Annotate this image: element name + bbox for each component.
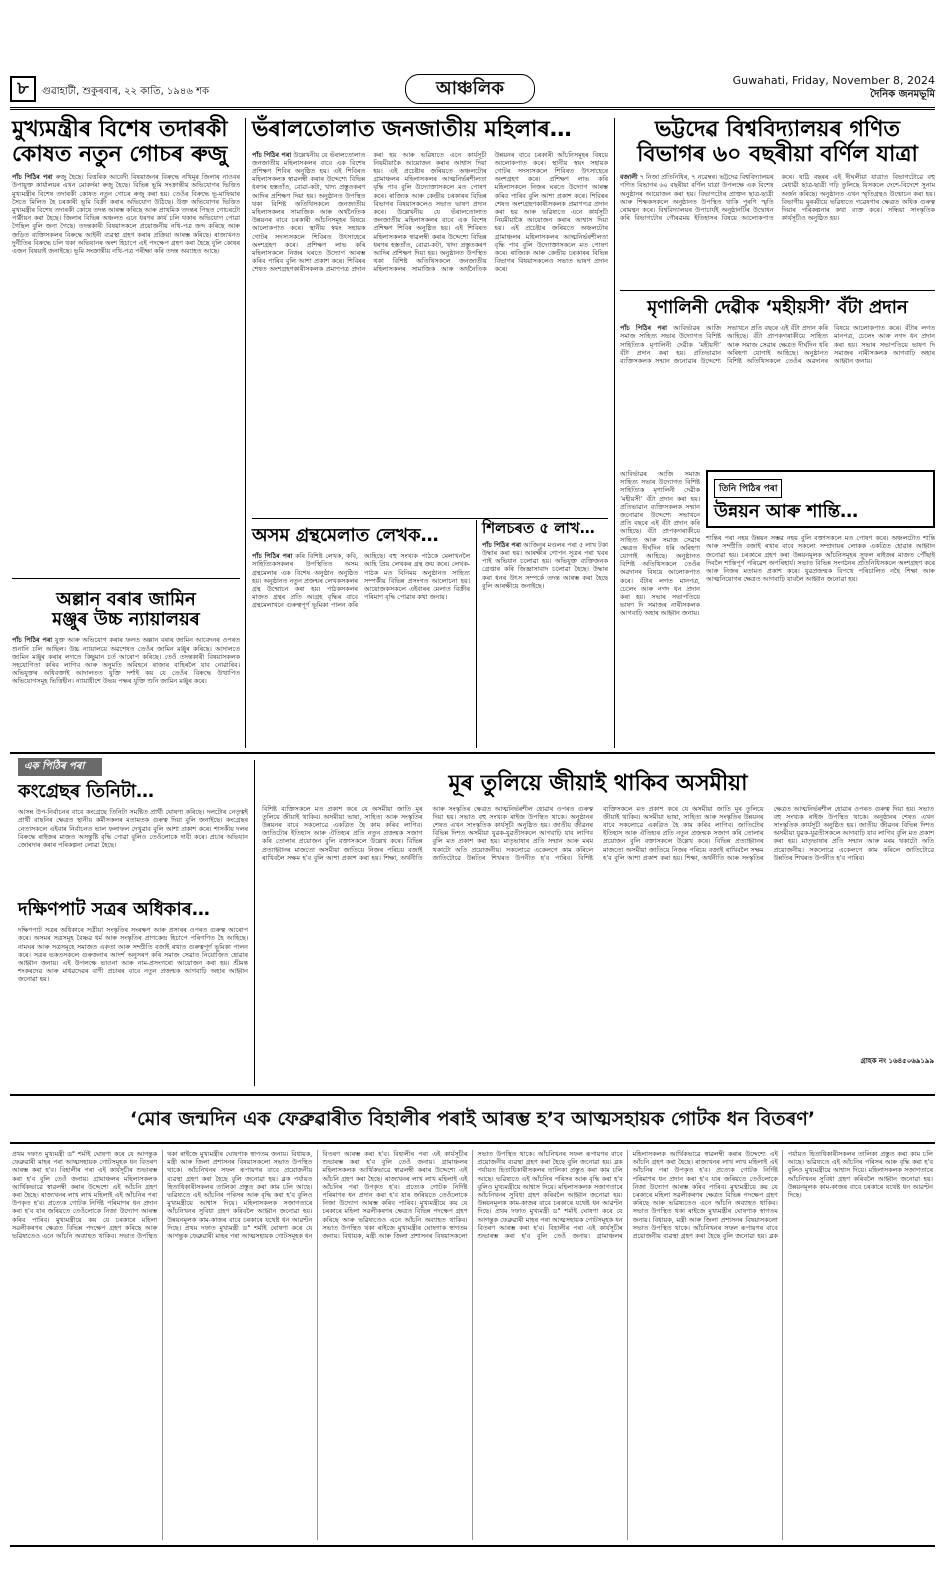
article-body xyxy=(18,926,248,1076)
section-title: আঞ্চলিক xyxy=(405,74,535,104)
body-copy: আসন্ন উপ-নিৰ্বাচনৰ বাবে কংগ্ৰেছে তিনিটা সমষ্টিত প্ৰাৰ্থী ঘোষণা কৰিছে। দলটোৰ নেতৃত্বই প্ৰাৰ্থী বাছনিৰ ক্ষেত্ৰত স্থানীয় কৰ্মীসকলৰ মতামতক গুৰুত্ব দিয়া বুলি জনাইছে। কংগ্ৰেছৰ নেতাসকলে এইবাৰ নিৰ্বাচনত ভাল ফলাফল দেখুৱাব বুলি আশা প্ৰকাশ কৰে। শাসকীয় দলৰ বিৰুদ্ধে ৰাইজৰ মাজত অসন্তুষ্টি বৃদ্ধি পোৱা বুলিও তেওঁলোকে দাবী কৰে। প্ৰচাৰ অভিযান জোৰদাৰ কৰাৰ পৰিকল্পনা লোৱা হৈছে। xyxy=(18,808,248,849)
article-body xyxy=(252,151,608,521)
headline: মৃণালিনী দেৱীক ‘মহীয়সী’ বঁটা প্ৰদান xyxy=(647,297,908,318)
article-body xyxy=(482,541,608,726)
headline: উন্নয়ন আৰু শান্তি… xyxy=(714,501,859,522)
page-bottom-rule xyxy=(10,1545,935,1547)
column-rule xyxy=(245,118,246,748)
continued-tag: তিনি পিঠিৰ পৰা xyxy=(714,479,782,498)
section-tag: এক পিঠিৰ পৰা xyxy=(18,758,102,776)
column-rule xyxy=(614,118,615,748)
body-copy: কৰি বিশিষ্ট লেখক, কবি, সাহিত্যিকসকলৰ উপস্থিতিত অসম গ্ৰন্থমেলাৰ এক বিশেষ অনুষ্ঠান অনুষ্ঠিত হয়। অনুষ্ঠানত নতুন প্ৰজন্মৰ লেখকসকলৰ গ্ৰন্থ উন্মোচন কৰা হয়। পাঠকসকলৰ মাজত গ্ৰন্থৰ প্ৰতি আগ্ৰহ বৃদ্ধিৰ বাবে গ্ৰন্থমেলাখনে গুৰুত্বপূৰ্ণ ভূমিকা পালন কৰি আহিছে। বহু সংখ্যক পাঠকে মেলাখনলৈ আহি প্ৰিয় লেখকৰ গ্ৰন্থ ক্ৰয় কৰে। লেখক-পাঠক মত বিনিময় অনুষ্ঠানত সাহিত্য সম্পৰ্কীয় বিভিন্ন প্ৰসংগত আলোচনা হয়। আয়োজকসকলে এইবাৰৰ মেলাত বিক্ৰীৰ পৰিমাণ বৃদ্ধি পোৱাৰ কথা জনায়। xyxy=(252,552,470,610)
body-copy: আজিনুৰ মণ্ডলৰ পৰা ৫ লাখ টকা উদ্ধাৰ কৰা হয়। আৰক্ষীৰ গোপন সূত্ৰৰ পৰা খবৰ পাই অভিযান চলোৱা হয়। অভিযুক্ত ব্যক্তিজনক গ্ৰেপ্তাৰ কৰি জিজ্ঞাসাবাদ চলোৱা হৈছে। উদ্ধাৰ কৰা ধনৰ উৎস সম্পৰ্কে তদন্ত আৰম্ভ কৰা হৈছে বুলি আৰক্ষীয়ে জনাইছে। xyxy=(482,540,608,590)
article-shilchar xyxy=(482,520,608,726)
article-body xyxy=(12,636,240,736)
article-mahiyoshi-continued xyxy=(620,470,700,740)
banner-headline: ‘মোৰ জন্মদিন এক ফেব্ৰুৱাৰীত বিহালীৰ পৰাই আৰম্ভ হ’ব আত্মসহায়ক গোটক ধন বিতৰণ’ xyxy=(10,1094,935,1144)
publication-name: দৈনিক জনমভূমি xyxy=(870,89,935,100)
article-feb-distribution xyxy=(12,1150,933,1540)
headline-line: মঞ্জুৰ উচ্চ ন্যায়ালয়ৰ xyxy=(52,609,200,631)
article-mahiyoshi xyxy=(620,298,935,459)
headline: দক্ষিণপাট সত্ৰৰ অধিকাৰ… xyxy=(18,899,210,920)
article-rule xyxy=(620,290,935,291)
headline-line: ভট্টদেৱ বিশ্ববিদ্যালয়ৰ গণিত xyxy=(654,117,901,142)
section-rule xyxy=(10,752,935,754)
body-copy: বিশিষ্ট ব্যক্তিসকলে মত প্ৰকাশ কৰে যে অসমীয়া জাতি মূৰ তুলিয়ে জীয়াই থাকিব। অসমীয়া ভাষা, সাহিত্য আৰু সংস্কৃতিৰ উন্নয়নৰ বাবে সকলোৱে একত্ৰিত হৈ কাম কৰিব লাগিব। জাতিটোৰ ইতিহাস আৰু ঐতিহ্যৰ প্ৰতি নতুন প্ৰজন্মক সজাগ কৰি তোলাৰ প্ৰয়োজন বুলি বক্তাসকলে উল্লেখ কৰে। বিভিন্ন প্ৰত্যাহ্বানৰ মাজতো অসমীয়া জাতিয়ে নিজৰ পৰিচয় বজাই ৰাখিবলৈ সক্ষম হ'ব বুলি আশা প্ৰকাশ কৰা হয়। শিক্ষা, অৰ্থনীতি আৰু সংস্কৃতিৰ ক্ষেত্ৰত আত্মনিৰ্ভৰশীল হোৱাৰ ওপৰত গুৰুত্ব দিয়া হয়। সভাত বহু সংখ্যক ৰাইজ উপস্থিত থাকে। অনুষ্ঠানৰ শেষত এখন সাংস্কৃতিক কাৰ্যসূচী অনুষ্ঠিত হয়। জাতীয় জীৱনৰ বিভিন্ন দিশত অসমীয়া যুৱক-যুৱতীসকলে আগবাঢ়ি যাব লাগিব বুলি মত প্ৰকাশ কৰা হয়। মাতৃভাষাৰ প্ৰতি সন্মান আৰু মৰম থকাটো অতি প্ৰয়োজনীয়। সকলোৱে একেলগে কাম কৰিলে জাতিটোৱে উন্নতিৰ শিখৰত উপনীত হ'ব পাৰিব। xyxy=(262,804,593,862)
body-copy: যুক্ত আৰু অভিযোগ কৰাৰ ফলত অল্লান বৰাৰ জামিন আবেদনৰ ওপৰত শুনানি চলি আছিল। উচ্চ ন্যায়ালয়ে অৱশেষত তেওঁৰ জামিন মঞ্জুৰ কৰিছে। আদালতে জামিন মঞ্জুৰ কৰাৰ লগতে কিছুমান চৰ্ত আৰোপ কৰিছে। তেওঁ তদন্তকাৰী বিষয়াসকলক সহযোগিতা কৰিব লাগিব আৰু অনুমতি অবিহনে ৰাজ্যৰ বাহিৰলৈ যাব নোৱাৰিব। অভিযুক্তৰ অধিবক্তাই আদালতত যুক্তি দৰ্শাই কয় যে তেওঁৰ বিৰুদ্ধে উত্থাপিত অভিযোগসমূহ ভিত্তিহীন। ন্যায়াধীশে উভয় পক্ষৰ যুক্তি শুনি জামিন মঞ্জুৰ কৰে। xyxy=(12,636,240,686)
article-bail xyxy=(12,590,240,736)
headline-line: মুখ্যমন্ত্ৰীৰ বিশেষ তদাৰকী xyxy=(12,117,228,142)
article-unnayan xyxy=(706,470,935,724)
body-copy: শান্তিৰ পৰা নহয় উন্নয়ন সম্ভৱ নহয় বুলি বক্তাসকলে মত পোষণ কৰে। অঞ্চলটোত শান্তি আৰু সম্প্ৰীতি বজাই ৰখাৰ বাবে সকলো সম্প্ৰদায়ৰ লোকক একত্ৰিত হোৱাৰ আহ্বান জনোৱা হয়। চৰকাৰে গ্ৰহণ কৰা উন্নয়নমূলক আঁচনিসমূহৰ সুফল ৰাইজৰ মাজত পৌঁছাই দিবলৈ শান্তিপূৰ্ণ পৰিৱেশ অপৰিহাৰ্য। সভাত বিভিন্ন সংগঠনৰ প্ৰতিনিধিসকলে অংশগ্ৰহণ কৰে আৰু নিজৰ মতামত প্ৰকাশ কৰে। যুৱপ্ৰজন্মক বিপথে পৰিচালিত নহৈ শিক্ষা আৰু আত্মনিয়োগৰ ক্ষেত্ৰত আগবাঢ়ি যাবলৈ আহ্বান জনোৱা হয়। xyxy=(706,534,935,584)
body-copy: ৰুজু হৈছে। বিত্তৰিক আবেদী বিষয়াজনৰ বিৰুদ্ধে নথিমূৰ জিলাৰ নাওবৰ উপায়ুক্ত কাৰ্যালয়ৰ এখন মোকৰ্দমা ৰুজু হৈছে। বিভিন্ন ভূমি সংক্ৰান্তীয় অভিযোগৰ ভিত্তিত মুখ্যমন্ত্ৰীৰ বিশেষ তদাৰকী কোষত নতুন গোচৰ ৰুজু কৰা হয়। তেওঁৰ বিৰুদ্ধে ভূ-মাফিয়াৰ সৈতে মিলিত হৈ চৰকাৰী ভূমি বিক্ৰী কৰাৰ অভিযোগ উঠিছে। উক্ত অভিযোগৰ ভিত্তিত মুখ্যমন্ত্ৰীৰ বিশেষ তদাৰকী কোষে তদন্ত আৰম্ভ কৰিছে আৰু প্ৰাথমিক তদন্তৰ পিছত গোচৰটো পঞ্জীয়ন কৰা হৈছে। জিলাৰ বিভিন্ন অঞ্চলত এনে ধৰণৰ কাৰ্য চলি থকাৰ অভিযোগ পোৱা গৈছিল বুলি জনা গৈছে। তদন্তকাৰী বিষয়াসকলে প্ৰয়োজনীয় নথি-পত্ৰ জব্দ কৰিছে আৰু জড়িত ব্যক্তিসকলৰ বিৰুদ্ধে আইনী ব্যৱস্থা গ্ৰহণ কৰাৰ প্ৰক্ৰিয়া আৰম্ভ কৰিছে। ৰাজ্যখনত দুৰ্নীতিৰ বিৰুদ্ধে চলি থকা অভিযানৰ অংশ হিচাপে এই পদক্ষেপ গ্ৰহণ কৰা হৈছে বুলি কোষৰ এজন বিষয়াই জনাইছে। ভূমি সংক্ৰান্তীয় নথি-পত্ৰ পৰীক্ষা কৰি তদন্ত অব্যাহত আছে। xyxy=(12,173,240,256)
dateline: পাঁচ পিঠিৰ পৰা xyxy=(482,540,522,549)
column-rule xyxy=(254,760,255,1086)
dateline: পাঁচ পিঠিৰ পৰা xyxy=(12,636,53,645)
headline xyxy=(12,118,240,167)
date-block xyxy=(733,74,935,102)
headline: অসম গ্ৰন্থমেলাত লেখক… xyxy=(252,525,439,546)
headline: মূৰ তুলিয়ে জীয়াই থাকিব অসমীয়া xyxy=(448,771,748,796)
headline xyxy=(620,118,935,167)
article-body xyxy=(706,534,935,724)
body-copy-continued: প্ৰথম দফাত মুখ্যমন্ত্ৰী ড° শৰ্মাই ঘোষণা কৰে যে আগন্তুক ফেব্ৰুৱাৰী মাহৰ পৰা আত্মসহায়ক গোটসমূহক ধন বিতৰণ আৰম্ভ কৰা হ'ব। বিহালীৰ পৰা এই কাৰ্যসূচীৰ শুভাৰম্ভ কৰা হ'ব বুলি তেওঁ জনায়। গ্ৰামাঞ্চলৰ মহিলাসকলক আৰ্থিকভাৱে স্বাৱলম্বী কৰাৰ উদ্দেশ্যে এই আঁচনি গ্ৰহণ কৰা হৈছে। ৰাজ্যখনৰ লাখ লাখ মহিলাই এই আঁচনিৰ পৰা উপকৃত হ'ব। প্ৰত্যেক গোটক নিৰ্দিষ্ট পৰিমাণৰ ধন প্ৰদান কৰা হ'ব যাৰ জৰিয়তে তেওঁলোকে নিজা উদ্যোগ আৰম্ভ কৰিব পাৰিব। মুখ্যমন্ত্ৰীয়ে কয় যে চৰকাৰে মহিলা সৱলীকৰণৰ ক্ষেত্ৰত বিভিন্ন পদক্ষেপ গ্ৰহণ কৰিছে আৰু ভৱিষ্যতেও এনে আঁচনি অব্যাহত থাকিব। সভাত উপস্থিত থকা ৰাইজে মুখ্যমন্ত্ৰীৰ ঘোষণাক স্বাগতম জনায়। বিধায়ক, মন্ত্ৰী আৰু জিলা প্ৰশাসনৰ বিষয়াসকলো সভাত উপস্থিত থাকে। আঁচনিখনৰ সফল ৰূপায়ণৰ বাবে প্ৰয়োজনীয় ব্যৱস্থা গ্ৰহণ কৰা হৈছে বুলি জনোৱা হয়। ব্লক পৰ্যায়ত হিতাধিকাৰীসকলৰ তালিকা প্ৰস্তুত কৰা কাম চলি আছে। ভৱিষ্যতে এই আঁচনিৰ পৰিসৰ আৰু বৃদ্ধি কৰা হ'ব বুলিও মুখ্যমন্ত্ৰীয়ে আশ্বাস দিয়ে। মহিলাসকলক সজাগতাৰে আঁচনিখনৰ সুবিধা গ্ৰহণ কৰিবলৈ আহ্বান জনোৱা হয়। উন্নয়নমূলক কাম-কাজৰ বাবে চৰকাৰে যথেষ্ট ধন আৱণ্টন দিছে। xyxy=(167,1150,623,1241)
dateline: পাঁচ পিঠিৰ পৰা xyxy=(252,150,292,159)
article-math-dept xyxy=(620,118,935,283)
boxed-headline xyxy=(706,470,935,528)
article-body xyxy=(262,805,934,1055)
headline: ভঁৰালতোলাত জনজাতীয় মহিলাৰ… xyxy=(252,117,572,142)
headline: শিলচৰত ৫ লাখ… xyxy=(482,519,595,537)
headline-line: বিভাগৰ ৬০ বছৰীয়া বৰ্ণিল যাত্ৰা xyxy=(637,141,918,167)
article-body xyxy=(620,470,700,740)
date-assamese: গুৱাহাটী, শুকুৰবাৰ, ২২ কাতি, ১৯৪৬ শক xyxy=(42,86,209,97)
body-copy-continued: উল্লেখনীয় যে ভঁৰালতোলাত জনজাতীয় মহিলাসকলৰ বাবে এক বিশেষ প্ৰশিক্ষণ শিবিৰ অনুষ্ঠিত হয়। এই শিবিৰত মহিলাসকলক স্বাৱলম্বী কৰাৰ উদ্দেশ্যে বিভিন্ন ধৰণৰ হস্ততাঁত, বোৱা-কটা, খাদ্য প্ৰস্তুতকৰণ আদিৰ প্ৰশিক্ষণ দিয়া হয়। অনুষ্ঠানত উপস্থিত থকা বিশিষ্ট অতিথিসকলে জনজাতীয় মহিলাসকলৰ সামাজিক আৰু অৰ্থনৈতিক উন্নয়নৰ বাবে চৰকাৰী আঁচনিসমূহৰ বিষয়ে আলোকপাত কৰে। স্থানীয় স্বয়ং সহায়ক গোটৰ সদস্যসকলে শিবিৰত উৎসাহেৰে অংশগ্ৰহণ কৰে। প্ৰশিক্ষণ লাভ কৰি মহিলাসকলে নিজৰ ঘৰতে উদ্যোগ আৰম্ভ কৰিব পাৰিব বুলি আশা প্ৰকাশ কৰে। শিবিৰৰ শেষত অংশগ্ৰহণকাৰীসকলক প্ৰমাণপত্ৰ প্ৰদান কৰা হয় আৰু ভৱিষ্যতে এনে কাৰ্যসূচী নিয়মীয়াকৈ আয়োজন কৰাৰ আশ্বাস দিয়া হয়। এই প্ৰচেষ্টাৰ জৰিয়তে অঞ্চলটোৰ গ্ৰামাঞ্চলৰ মহিলাসকলৰ আত্মনিৰ্ভৰশীলতা বৃদ্ধি পাব বুলি উদ্যোক্তাসকলে মত পোষণ কৰে। ৰাজ্যিক আৰু কেন্দ্ৰীয় চৰকাৰৰ বিভিন্ন বিভাগৰ বিষয়াসকলেও সভাত ভাষণ প্ৰদান কৰে। xyxy=(373,150,608,274)
article-body xyxy=(620,173,935,283)
body-copy: প্ৰথম দফাত মুখ্যমন্ত্ৰী ড° শৰ্মাই ঘোষণা কৰে যে আগন্তুক ফেব্ৰুৱাৰী মাহৰ পৰা আত্মসহায়ক গোটসমূহক ধন বিতৰণ আৰম্ভ কৰা হ'ব। বিহালীৰ পৰা এই কাৰ্যসূচীৰ শুভাৰম্ভ কৰা হ'ব বুলি তেওঁ জনায়। গ্ৰামাঞ্চলৰ মহিলাসকলক আৰ্থিকভাৱে স্বাৱলম্বী কৰাৰ উদ্দেশ্যে এই আঁচনি গ্ৰহণ কৰা হৈছে। ৰাজ্যখনৰ লাখ লাখ মহিলাই এই আঁচনিৰ পৰা উপকৃত হ'ব। প্ৰত্যেক গোটক নিৰ্দিষ্ট পৰিমাণৰ ধন প্ৰদান কৰা হ'ব যাৰ জৰিয়তে তেওঁলোকে নিজা উদ্যোগ আৰম্ভ কৰিব পাৰিব। মুখ্যমন্ত্ৰীয়ে কয় যে চৰকাৰে মহিলা সৱলীকৰণৰ ক্ষেত্ৰত বিভিন্ন পদক্ষেপ গ্ৰহণ কৰিছে আৰু ভৱিষ্যতেও এনে আঁচনি অব্যাহত থাকিব। সভাত উপস্থিত থকা ৰাইজে মুখ্যমন্ত্ৰীৰ ঘোষণাক স্বাগতম জনায়। বিধায়ক, মন্ত্ৰী আৰু জিলা প্ৰশাসনৰ বিষয়াসকলো সভাত উপস্থিত থাকে। আঁচনিখনৰ সফল ৰূপায়ণৰ বাবে প্ৰয়োজনীয় ব্যৱস্থা গ্ৰহণ কৰা হৈছে বুলি জনোৱা হয়। ব্লক পৰ্যায়ত হিতাধিকাৰীসকলৰ তালিকা প্ৰস্তুত কৰা কাম চলি আছে। ভৱিষ্যতে এই আঁচনিৰ পৰিসৰ আৰু বৃদ্ধি কৰা হ'ব বুলিও মুখ্যমন্ত্ৰীয়ে আশ্বাস দিয়ে। মহিলাসকলক সজাগতাৰে আঁচনিখনৰ সুবিধা গ্ৰহণ কৰিবলৈ আহ্বান জনোৱা হয়। উন্নয়নমূলক কাম-কাজৰ বাবে চৰকাৰে যথেষ্ট ধন আৱণ্টন দিছে। xyxy=(12,1150,313,1241)
article-rule xyxy=(12,578,240,579)
headline: কংগ্ৰেছৰ তিনিটা… xyxy=(18,781,154,802)
article-congress xyxy=(18,782,248,903)
headline-line: অল্লান বৰাৰ জামিন xyxy=(56,589,196,610)
page-number: ৮ xyxy=(10,76,36,102)
article-body xyxy=(12,1150,933,1540)
article-mur-tuliye xyxy=(262,760,934,1067)
article-body xyxy=(252,552,470,732)
article-body xyxy=(620,324,935,459)
dateline: পাঁচ পিঠিৰ পৰা xyxy=(620,324,668,333)
dateline: বজালী xyxy=(620,173,638,182)
dateline: পাঁচ পিঠিৰ পৰা xyxy=(252,552,293,561)
body-copy: আবিৰ্ভাৱৰ আজি সমাজ সাহিত্য সভাৰ উদ্যোগত বিশিষ্ট সাহিত্যিক মৃণালিনী দেৱীক ‘মহীয়সী’ বঁটা প্ৰদান কৰা হয়। প্ৰতিভাৱান ব্যক্তিসকলক সন্মান জনোৱাৰ উদ্দেশ্যে সভাখনে প্ৰতি বছৰে এই বঁটা প্ৰদান কৰি আহিছে। বঁটা প্ৰাপকগৰাকীয়ে সাহিত্য আৰু সমাজ সেৱাৰ ক্ষেত্ৰত দীৰ্ঘদিন ধৰি অৰিহণা যোগাই আহিছে। অনুষ্ঠানত বিশিষ্ট অতিথিসকলে তেওঁৰ অৱদানৰ বিষয়ে আলোকপাত কৰে। বঁটাৰ লগত মানপত্ৰ, চেলেং আৰু নগদ ধন প্ৰদান কৰা হয়। সভাৰ সভাপতিয়ে ভাষণ দি সমাজৰ নাৰীসকলক আগবাঢ়ি অহাৰ আহ্বান জনায়। xyxy=(620,470,700,618)
headline-line: কোষত নতুন গোচৰ ৰুজু xyxy=(12,141,228,167)
dateline: পাঁচ পিঠিৰ পৰা xyxy=(12,173,53,182)
body-copy-continued: প্ৰথম দফাত মুখ্যমন্ত্ৰী ড° শৰ্মাই ঘোষণা কৰে যে আগন্তুক ফেব্ৰুৱাৰী মাহৰ পৰা আত্মসহায়ক গোটসমূহক ধন বিতৰণ আৰম্ভ কৰা হ'ব। বিহালীৰ পৰা এই কাৰ্যসূচীৰ শুভাৰম্ভ কৰা হ'ব বুলি তেওঁ জনায়। গ্ৰামাঞ্চলৰ মহিলাসকলক আৰ্থিকভাৱে স্বাৱলম্বী কৰাৰ উদ্দেশ্যে এই আঁচনি গ্ৰহণ কৰা হৈছে। ৰাজ্যখনৰ লাখ লাখ মহিলাই এই আঁচনিৰ পৰা উপকৃত হ'ব। প্ৰত্যেক গোটক নিৰ্দিষ্ট পৰিমাণৰ ধন প্ৰদান কৰা হ'ব যাৰ জৰিয়তে তেওঁলোকে নিজা উদ্যোগ আৰম্ভ কৰিব পাৰিব। মুখ্যমন্ত্ৰীয়ে কয় যে চৰকাৰে মহিলা সৱলীকৰণৰ ক্ষেত্ৰত বিভিন্ন পদক্ষেপ গ্ৰহণ কৰিছে আৰু ভৱিষ্যতেও এনে আঁচনি অব্যাহত থাকিব। সভাত উপস্থিত থকা ৰাইজে মুখ্যমন্ত্ৰীৰ ঘোষণাক স্বাগতম জনায়। বিধায়ক, মন্ত্ৰী আৰু জিলা প্ৰশাসনৰ বিষয়াসকলো সভাত উপস্থিত থাকে। আঁচনিখনৰ সফল ৰূপায়ণৰ বাবে প্ৰয়োজনীয় ব্যৱস্থা গ্ৰহণ কৰা হৈছে বুলি জনোৱা হয়। ব্লক পৰ্যায়ত হিতাধিকাৰীসকলৰ তালিকা প্ৰস্তুত কৰা কাম চলি আছে। ভৱিষ্যতে এই আঁচনিৰ পৰিসৰ আৰু বৃদ্ধি কৰা হ'ব বুলিও মুখ্যমন্ত্ৰীয়ে আশ্বাস দিয়ে। মহিলাসকলক সজাগতাৰে আঁচনিখনৰ সুবিধা গ্ৰহণ কৰিবলৈ আহ্বান জনোৱা হয়। উন্নয়নমূলক কাম-কাজৰ বাবে চৰকাৰে যথেষ্ট ধন আৱণ্টন দিছে। xyxy=(477,1150,933,1241)
article-tribal-women xyxy=(252,118,608,521)
body-copy: আবিৰ্ভাৱৰ আজি সমাজ সাহিত্য সভাৰ উদ্যোগত বিশিষ্ট সাহিত্যিক মৃণালিনী দেৱীক ‘মহীয়সী’ বঁটা প্ৰদান কৰা হয়। প্ৰতিভাৱান ব্যক্তিসকলক সন্মান জনোৱাৰ উদ্দেশ্যে সভাখনে প্ৰতি বছৰে এই বঁটা প্ৰদান কৰি আহিছে। বঁটা প্ৰাপকগৰাকীয়ে সাহিত্য আৰু সমাজ সেৱাৰ ক্ষেত্ৰত দীৰ্ঘদিন ধৰি অৰিহণা যোগাই আহিছে। অনুষ্ঠানত বিশিষ্ট অতিথিসকলে তেওঁৰ অৱদানৰ বিষয়ে আলোকপাত কৰে। বঁটাৰ লগত মানপত্ৰ, চেলেং আৰু নগদ ধন প্ৰদান কৰা হয়। সভাৰ সভাপতিয়ে ভাষণ দি সমাজৰ নাৰীসকলক আগবাঢ়ি অহাৰ আহ্বান জনায়। xyxy=(620,324,935,365)
body-copy: দক্ষিণপাট সত্ৰৰ অধিকাৰে সত্ৰীয়া সংস্কৃতিৰ সংৰক্ষণ আৰু প্ৰসাৰৰ ওপৰত গুৰুত্ব আৰোপ কৰে। অসমৰ সত্ৰসমূহ বৈষ্ণৱ ধৰ্ম আৰু সংস্কৃতিৰ প্ৰাণকেন্দ্ৰ হিচাপে পৰিগণিত হৈ আহিছে। নামঘৰ আৰু সত্ৰসমূহে সমাজত একতা আৰু সম্প্ৰীতি বজাই ৰখাত গুৰুত্বপূৰ্ণ ভূমিকা পালন কৰে। সত্ৰৰ ভকতসকলে গুৰুজনাৰ আদৰ্শ অনুসৰণ কৰি সমাজ সেৱাত নিয়োজিত হোৱাৰ আহ্বান জনায়। এই উপলক্ষে ভাওনা আৰু নাম-প্ৰসংগৰো আয়োজন কৰা হয়। শ্ৰীমন্ত শংকৰদেৱ আৰু মাধৱদেৱৰ বাণী প্ৰচাৰৰ বাবে নতুন প্ৰজন্মক আগবাঢ়ি অহাৰ আহ্বান জনোৱা হয়। xyxy=(18,926,248,984)
article-cm-grant xyxy=(12,118,240,553)
column-rule xyxy=(476,520,477,748)
article-book-fair xyxy=(252,526,470,732)
body-copy-continued: বিশিষ্ট ব্যক্তিসকলে মত প্ৰকাশ কৰে যে অসমীয়া জাতি মূৰ তুলিয়ে জীয়াই থাকিব। অসমীয়া ভাষা, সাহিত্য আৰু সংস্কৃতিৰ উন্নয়নৰ বাবে সকলোৱে একত্ৰিত হৈ কাম কৰিব লাগিব। জাতিটোৰ ইতিহাস আৰু ঐতিহ্যৰ প্ৰতি নতুন প্ৰজন্মক সজাগ কৰি তোলাৰ প্ৰয়োজন বুলি বক্তাসকলে উল্লেখ কৰে। বিভিন্ন প্ৰত্যাহ্বানৰ মাজতো অসমীয়া জাতিয়ে নিজৰ পৰিচয় বজাই ৰাখিবলৈ সক্ষম হ'ব বুলি আশা প্ৰকাশ কৰা হয়। শিক্ষা, অৰ্থনীতি আৰু সংস্কৃতিৰ ক্ষেত্ৰত আত্মনিৰ্ভৰশীল হোৱাৰ ওপৰত গুৰুত্ব দিয়া হয়। সভাত বহু সংখ্যক ৰাইজ উপস্থিত থাকে। অনুষ্ঠানৰ শেষত এখন সাংস্কৃতিক কাৰ্যসূচী অনুষ্ঠিত হয়। জাতীয় জীৱনৰ বিভিন্ন দিশত অসমীয়া যুৱক-যুৱতীসকলে আগবাঢ়ি যাব লাগিব বুলি মত প্ৰকাশ কৰা হয়। মাতৃভাষাৰ প্ৰতি সন্মান আৰু মৰম থকাটো অতি প্ৰয়োজনীয়। সকলোৱে একেলগে কাম কৰিলে জাতিটোৱে উন্নতিৰ শিখৰত উপনীত হ'ব পাৰিব। xyxy=(578,804,934,862)
body-copy: উল্লেখনীয় যে ভঁৰালতোলাত জনজাতীয় মহিলাসকলৰ বাবে এক বিশেষ প্ৰশিক্ষণ শিবিৰ অনুষ্ঠিত হয়। এই শিবিৰত মহিলাসকলক স্বাৱলম্বী কৰাৰ উদ্দেশ্যে বিভিন্ন ধৰণৰ হস্ততাঁত, বোৱা-কটা, খাদ্য প্ৰস্তুতকৰণ আদিৰ প্ৰশিক্ষণ দিয়া হয়। অনুষ্ঠানত উপস্থিত থকা বিশিষ্ট অতিথিসকলে জনজাতীয় মহিলাসকলৰ সামাজিক আৰু অৰ্থনৈতিক উন্নয়নৰ বাবে চৰকাৰী আঁচনিসমূহৰ বিষয়ে আলোকপাত কৰে। স্থানীয় স্বয়ং সহায়ক গোটৰ সদস্যসকলে শিবিৰত উৎসাহেৰে অংশগ্ৰহণ কৰে। প্ৰশিক্ষণ লাভ কৰি মহিলাসকলে নিজৰ ঘৰতে উদ্যোগ আৰম্ভ কৰিব পাৰিব বুলি আশা প্ৰকাশ কৰে। শিবিৰৰ শেষত অংশগ্ৰহণকাৰীসকলক প্ৰমাণপত্ৰ প্ৰদান কৰা হয় আৰু ভৱিষ্যতে এনে কাৰ্যসূচী নিয়মীয়াকৈ আয়োজন কৰাৰ আশ্বাস দিয়া হয়। এই প্ৰচেষ্টাৰ জৰিয়তে অঞ্চলটোৰ গ্ৰামাঞ্চলৰ মহিলাসকলৰ আত্মনিৰ্ভৰশীলতা বৃদ্ধি পাব বুলি উদ্যোক্তাসকলে মত পোষণ কৰে। ৰাজ্যিক আৰু কেন্দ্ৰীয় চৰকাৰৰ বিভিন্ন বিভাগৰ বিষয়াসকলেও সভাত ভাষণ প্ৰদান কৰে। xyxy=(252,150,487,274)
headline xyxy=(12,590,240,630)
article-body xyxy=(12,173,240,553)
date-english: Guwahati, Friday, November 8, 2024 xyxy=(732,74,935,87)
body-copy: ৭ নিজা প্ৰতিনিধিৰ, ৭ নৱেম্বৰ। ভট্টদেৱ বিশ্ববিদ্যালয়ৰ গণিত বিভাগৰ ৬০ বছৰীয়া বৰ্ণিল যাত্ৰা উপলক্ষে এক বিশেষ অনুষ্ঠানৰ আয়োজন কৰা হয়। বিভাগটোৰ প্ৰাক্তন ছাত্ৰ-ছাত্ৰী আৰু শিক্ষকসকলে অনুষ্ঠানত উপস্থিত থাকি পুৰণি স্মৃতি ৰোমন্থন কৰে। বিশ্ববিদ্যালয়ৰ উপাচাৰ্যই অনুষ্ঠানটিৰ উদ্বোধন কৰি বিভাগটোৰ গৌৰৱময় ইতিহাসৰ বিষয়ে আলোকপাত কৰে। ষাঠি বছৰৰ এই দীঘলীয়া যাত্ৰাত বিভাগটোৱে বহু মেধাৱী ছাত্ৰ-ছাত্ৰী গঢ়ি তুলিছে যিসকলে দেশে-বিদেশে সুনাম অৰ্জন কৰিছে। অনুষ্ঠানত এখন স্মৃতিগ্ৰন্থও উন্মোচন কৰা হয়। বিভাগীয় মুৰব্বীয়ে ভৱিষ্যতে গৱেষণাৰ ক্ষেত্ৰত অধিক গুৰুত্ব দিয়াৰ পৰিকল্পনাৰ কথা ব্যক্ত কৰে। সন্ধিয়া সাংস্কৃতিক কাৰ্যসূচীও অনুষ্ঠিত হয়। xyxy=(620,173,935,223)
masthead xyxy=(10,70,935,110)
article-satra xyxy=(18,900,248,1076)
credit-line: গ্ৰাহক নং ১৬৪৫০৬৯১৯৯ xyxy=(860,1056,934,1065)
article-body xyxy=(18,808,248,903)
